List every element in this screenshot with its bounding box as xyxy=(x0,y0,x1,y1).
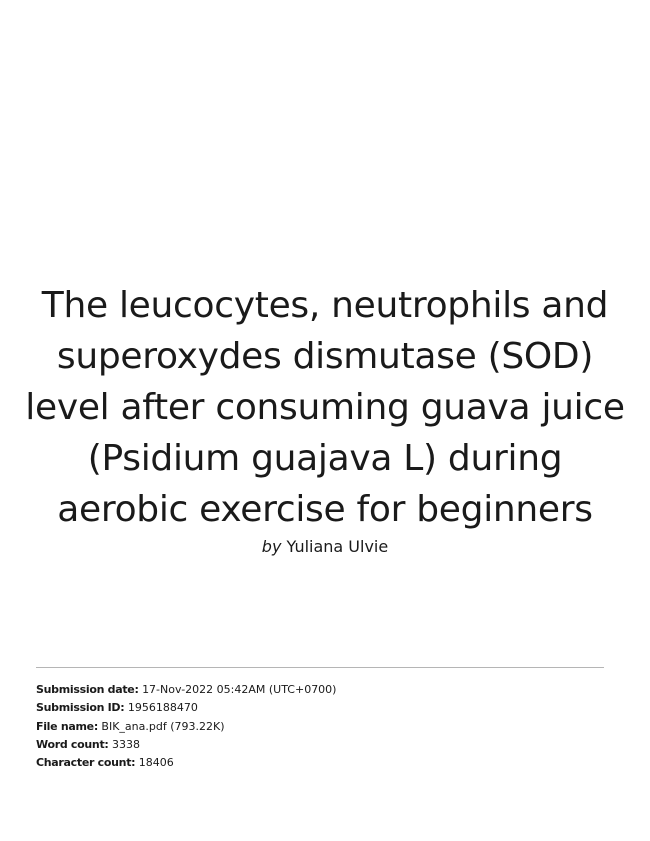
byline-prefix: by xyxy=(261,537,282,556)
character-count-value: 18406 xyxy=(138,756,174,770)
submission-date-label: Submission date: xyxy=(36,683,139,696)
character-count-label: Character count: xyxy=(36,756,136,770)
submission-date-value: 17-Nov-2022 05:42AM (UTC+0700) xyxy=(142,683,337,696)
byline xyxy=(20,537,630,557)
divider xyxy=(36,667,604,668)
file-name-label: File name: xyxy=(36,719,98,733)
submission-id-row xyxy=(36,699,604,717)
word-count-label: Word count: xyxy=(36,737,109,751)
document-title: The leucocytes, neutrophils and superoxydes dismutase (SOD) level after consuming guava juice (Psidium guajava L) during aerobic exercise for beginners xyxy=(25,285,625,530)
character-count-row xyxy=(36,754,604,772)
word-count-row xyxy=(36,736,604,754)
title-block xyxy=(20,280,630,557)
word-count-value: 3338 xyxy=(112,737,141,751)
submission-id-value: 1956188470 xyxy=(127,701,198,715)
submission-info xyxy=(36,681,604,772)
submission-date-row xyxy=(36,681,604,699)
file-name-row xyxy=(36,718,604,736)
file-name-value: BIK_ana.pdf (793.22K) xyxy=(101,719,225,733)
author-name: Yuliana Ulvie xyxy=(286,537,389,556)
submission-id-label: Submission ID: xyxy=(36,701,125,715)
